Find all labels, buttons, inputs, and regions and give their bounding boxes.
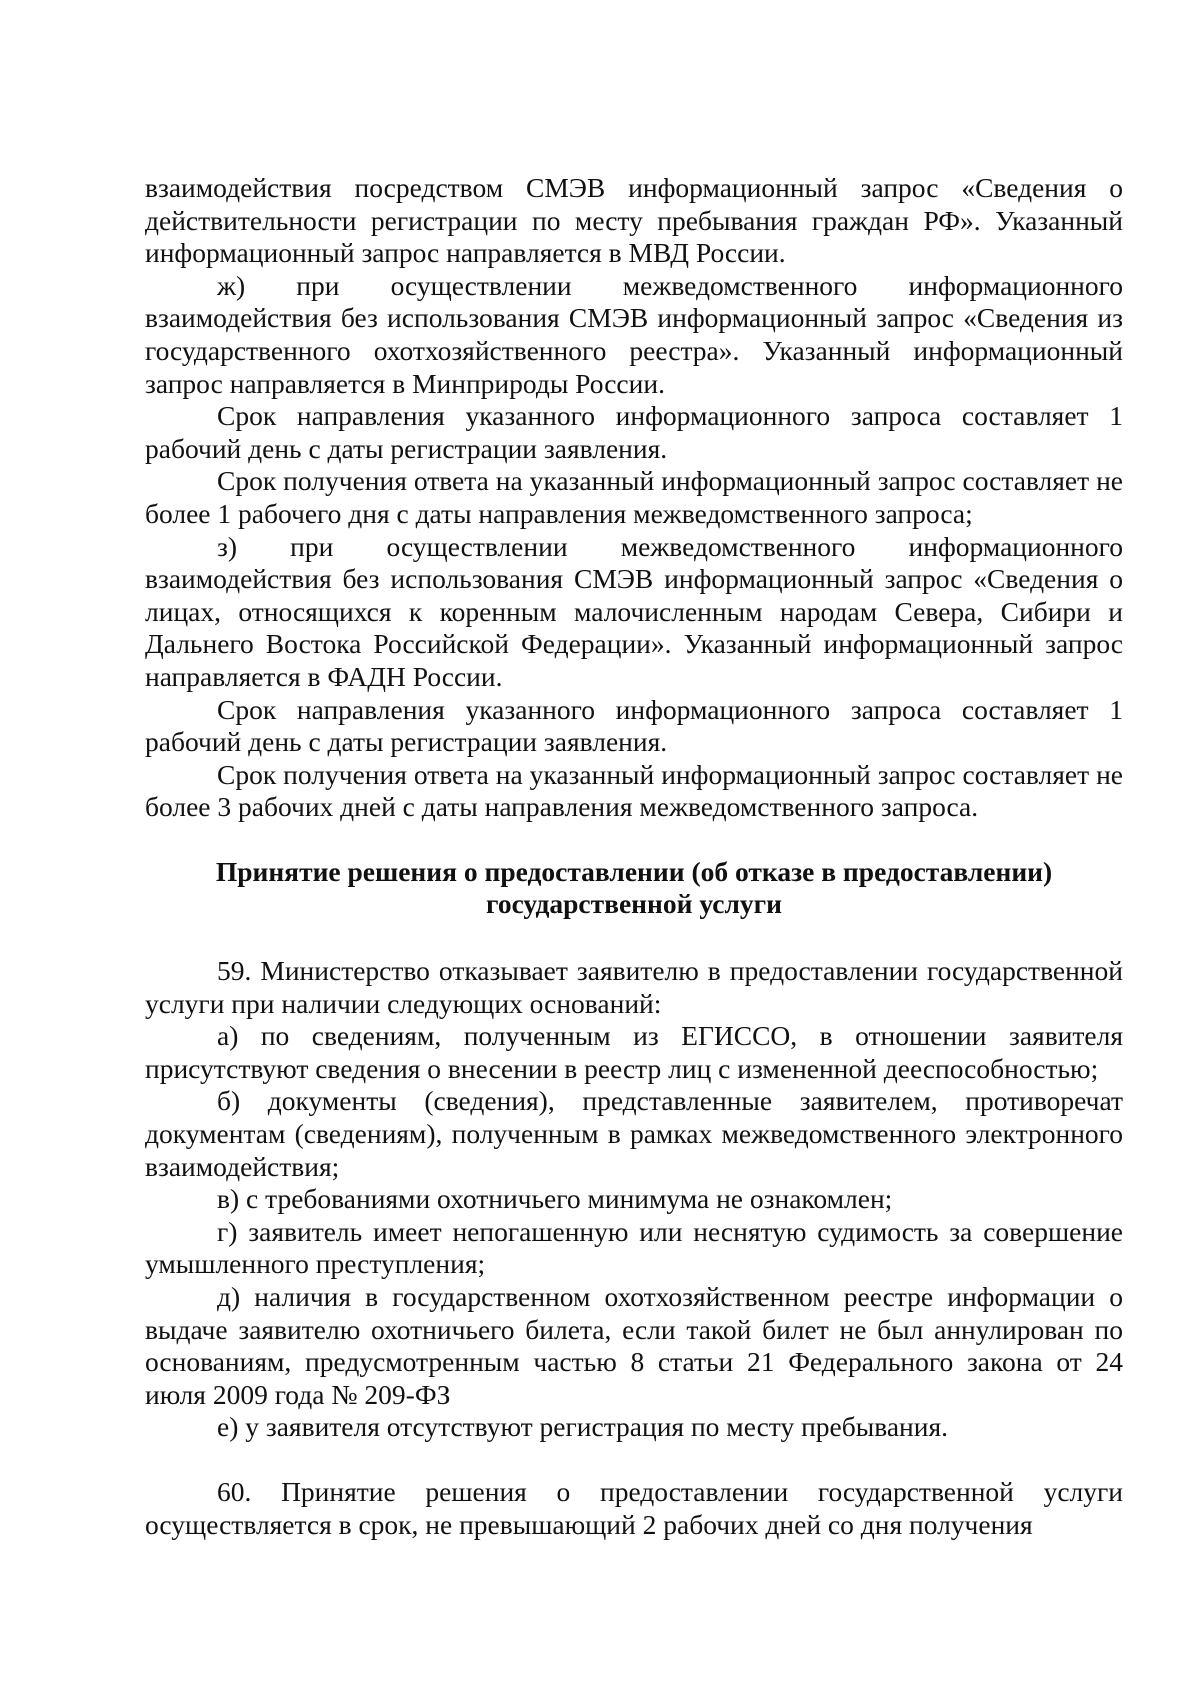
paragraph-59-a: а) по сведениям, полученным из ЕГИССО, в отношении заявителя присутствуют сведения о внесении в реестр лиц с измененной дееспособностью; [145, 1020, 1123, 1084]
paragraph-continuation: взаимодействия посредством СМЭВ информационный запрос «Сведения о действительности регистрации по месту пребывания граждан РФ». Указанный информационный запрос направляется в МВД России. [145, 172, 1123, 269]
section-heading [145, 856, 1123, 921]
paragraph-59-g: г) заявитель имеет непогашенную или неснятую судимость за совершение умышленного преступления; [145, 1215, 1123, 1280]
paragraph-59-v: в) с требованиями охотничьего минимума не ознакомлен; [217, 1183, 893, 1215]
section-heading-line1: Принятие решения о предоставлении (об отказе в предоставлении) [215, 855, 1053, 887]
paragraph-gap [145, 1444, 1123, 1476]
paragraph-term-request: Срок направления указанного информационного запроса составляет 1 рабочий день с даты регистрации заявления. [145, 400, 1123, 464]
paragraph-59-b: б) документы (сведения), представленные заявителем, противоречат документам (сведениям), полученным в рамках межведомственного электронного взаимодействия; [145, 1085, 1123, 1182]
paragraph-59: 59. Министерство отказывает заявителю в предоставлении государственной услуги при наличии следующих оснований: [145, 955, 1123, 1019]
paragraph-term-request-2: Срок направления указанного информационного запроса составляет 1 рабочий день с даты регистрации заявления. [145, 693, 1123, 758]
paragraph-item-z: з) при осуществлении межведомственного информационного взаимодействия без использования СМЭВ информационный запрос «Сведения о лицах, относящихся к коренным малочисленным народам Севера, Сибири и Дальнего Востока Российской Федерации». Указанный информационный запрос направляется в ФАДН России. [145, 530, 1123, 692]
paragraph-term-response-2: Срок получения ответа на указанный информационный запрос составляет не более 3 рабочих дней с даты направления межведомственного запроса. [145, 758, 1123, 823]
paragraph-59-d: д) наличия в государственном охотхозяйственном реестре информации о выдаче заявителю охотничьего билета, если такой билет не был аннулирован по основаниям, предусмотренным частью 8 статьи 21 Федерального закона от 24 июля 2009 года № 209-ФЗ [145, 1281, 1123, 1410]
paragraph-60: 60. Принятие решения о предоставлении государственной услуги осуществляется в срок, не превышающий 2 рабочих дней со дня получения [145, 1475, 1123, 1540]
document-body [145, 172, 1123, 1541]
paragraph-term-response: Срок получения ответа на указанный информационный запрос составляет не более 1 рабочего дня с даты направления межведомственного запроса; [145, 465, 1123, 529]
section-heading-line2: государственной услуги [486, 888, 782, 920]
paragraph-item-zh: ж) при осуществлении межведомственного информационного взаимодействия без использования СМЭВ информационный запрос «Сведения из государственного охотхозяйственного реестра». Указанный информационный запрос направляется в Минприроды России. [145, 269, 1123, 399]
paragraph-59-e: е) у заявителя отсутствуют регистрация по месту пребывания. [217, 1411, 949, 1443]
